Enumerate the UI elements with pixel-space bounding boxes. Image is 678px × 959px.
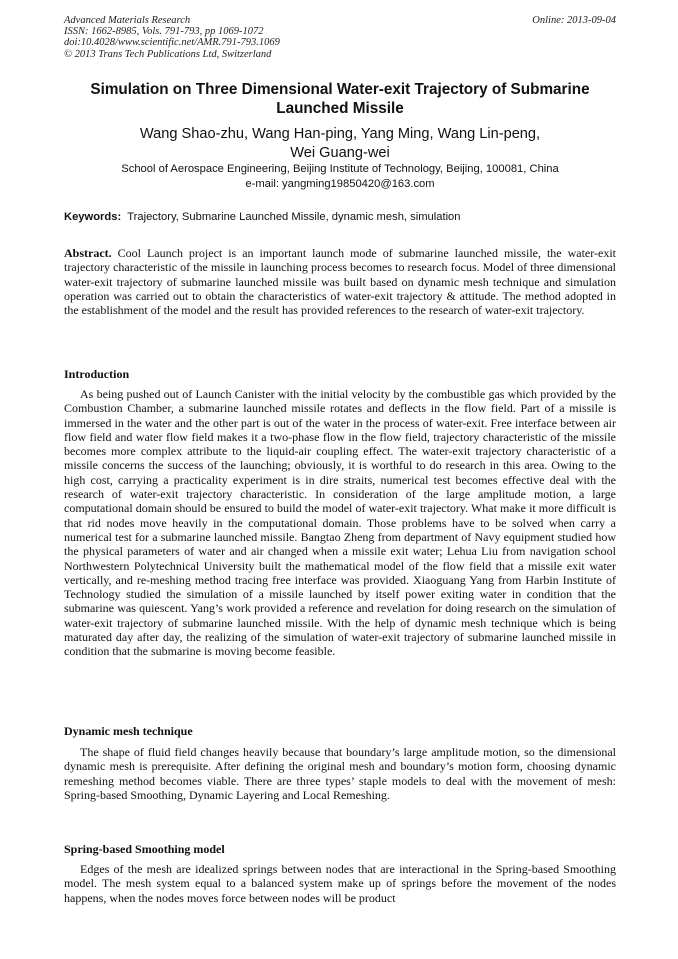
doi-line: doi:10.4028/www.scientific.net/AMR.791-793.1069 <box>64 37 280 49</box>
section-heading-introduction: Introduction <box>64 367 130 381</box>
contact-email: e-mail: yangming19850420@163.com <box>245 177 435 190</box>
keywords-text: Trajectory, Submarine Launched Missile, dynamic mesh, simulation <box>127 211 461 223</box>
keywords-label: Keywords: <box>64 211 122 223</box>
keywords-line <box>64 210 616 225</box>
authors-line-2: Wei Guang-wei <box>290 144 390 161</box>
journal-name: Advanced Materials Research <box>64 15 191 26</box>
dynamic-mesh-paragraph: The shape of fluid field changes heavily because that boundary’s large amplitude motion, so the dimensional dynamic mesh is prerequisite. After defining the original mesh and boundary’s motion form, choosing dynamic remeshing method becomes viable. There are three types’ staple models to deal with the movement of mesh: Spring-based Smoothing, Dynamic Layering and Local Remeshing. <box>64 745 616 802</box>
affiliation: School of Aerospace Engineering, Beijing Institute of Technology, Beijing, 100081, China <box>121 163 559 175</box>
abstract <box>64 246 616 317</box>
dynamic-mesh-body <box>64 745 616 802</box>
paper-title <box>64 80 616 118</box>
spring-smoothing-paragraph: Edges of the mesh are idealized springs between nodes that are interactional in the Spring-based Smoothing model. The mesh system equal to a balanced system make up of springs before the movement of the nodes happens, when the nodes moves force between nodes will be product <box>64 862 616 905</box>
journal-header <box>64 15 616 60</box>
section-heading-dynamic-mesh: Dynamic mesh technique <box>64 724 193 738</box>
online-date: Online: 2013-09-04 <box>532 15 616 26</box>
issn-line: ISSN: 1662-8985, Vols. 791-793, pp 1069-1072 <box>64 26 264 38</box>
affiliation-block <box>64 162 616 191</box>
title-line-1: Simulation on Three Dimensional Water-exit Trajectory of Submarine <box>90 81 590 98</box>
section-heading-spring-smoothing: Spring-based Smoothing model <box>64 842 225 856</box>
abstract-label: Abstract. <box>64 246 112 260</box>
authors-line-1: Wang Shao-zhu, Wang Han-ping, Yang Ming, Wang Lin-peng, <box>139 126 541 142</box>
introduction-paragraph: As being pushed out of Launch Canister with the initial velocity by the combustible gas which provided by the Combustion Chamber, a submarine launched missile rotates and deflects in the flow field. Part of a missile is immersed in the water and the other part is out of the water in the process of water-exit. Free interface between air flow field and water flow field makes it a two-phase flow in the flow field, trajectory characteristic of the missile becomes more complex attribute to the liquid-air coupling effect. The water-exit trajectory characteristic of a missile concerns the success of the launching; obviously, it is worthful to do research in this area. Owing to the high cost, carrying a practicality experiment is in dire straits, numerical test becomes effective deal with the research of water-exit trajectory characteristic. In consideration of the large amplitude motion, a large computational domain should be ensured to build the model of water-exit trajectory. What make it more difficult is that rid nodes move heavily in the computational domain. Those problems have to be solved when carry a numerical test for a submarine launched missile. Bangtao Zheng from department of Navy equipment studied how the physical parameters of water and air changed when a missile exit water; Lehua Liu from navigation school Northwestern Polytechnical University built the mathematical model of the flow field that a missile exit water vertically, and re-meshing method tracing free interface was provided. Xiaoguang Yang from Harbin Institute of Technology studied the simulation of a missile launched by itself power exiting water in condition that the submarine was quiescent. Yang’s work provided a reference and revelation for doing research on the simulation of water-exit trajectory of submarine launched missile. With the help of dynamic mesh technique which is being maturated day after day, the realizing of the simulation of water-exit trajectory of submarine launched missile in condition that the submarine is moving become feasible. <box>64 387 616 659</box>
introduction-body <box>64 387 616 659</box>
spring-smoothing-body <box>64 862 616 905</box>
author-list <box>64 125 616 162</box>
copyright-line: © 2013 Trans Tech Publications Ltd, Switzerland <box>64 48 272 60</box>
title-line-2: Launched Missile <box>276 100 404 117</box>
abstract-text: Cool Launch project is an important launch mode of submarine launched missile, the water-exit trajectory characteristic of the missile in launching process becomes to research focus. Model of three dimensional water-exit trajectory of submarine launched missile was built based on dynamic mesh technique and simulation operation was carried out to obtain the characteristics of water-exit trajectory & attitude. The method adopted in the establishment of the model and the result has provided references to the research of water-exit trajectory. <box>64 246 616 318</box>
